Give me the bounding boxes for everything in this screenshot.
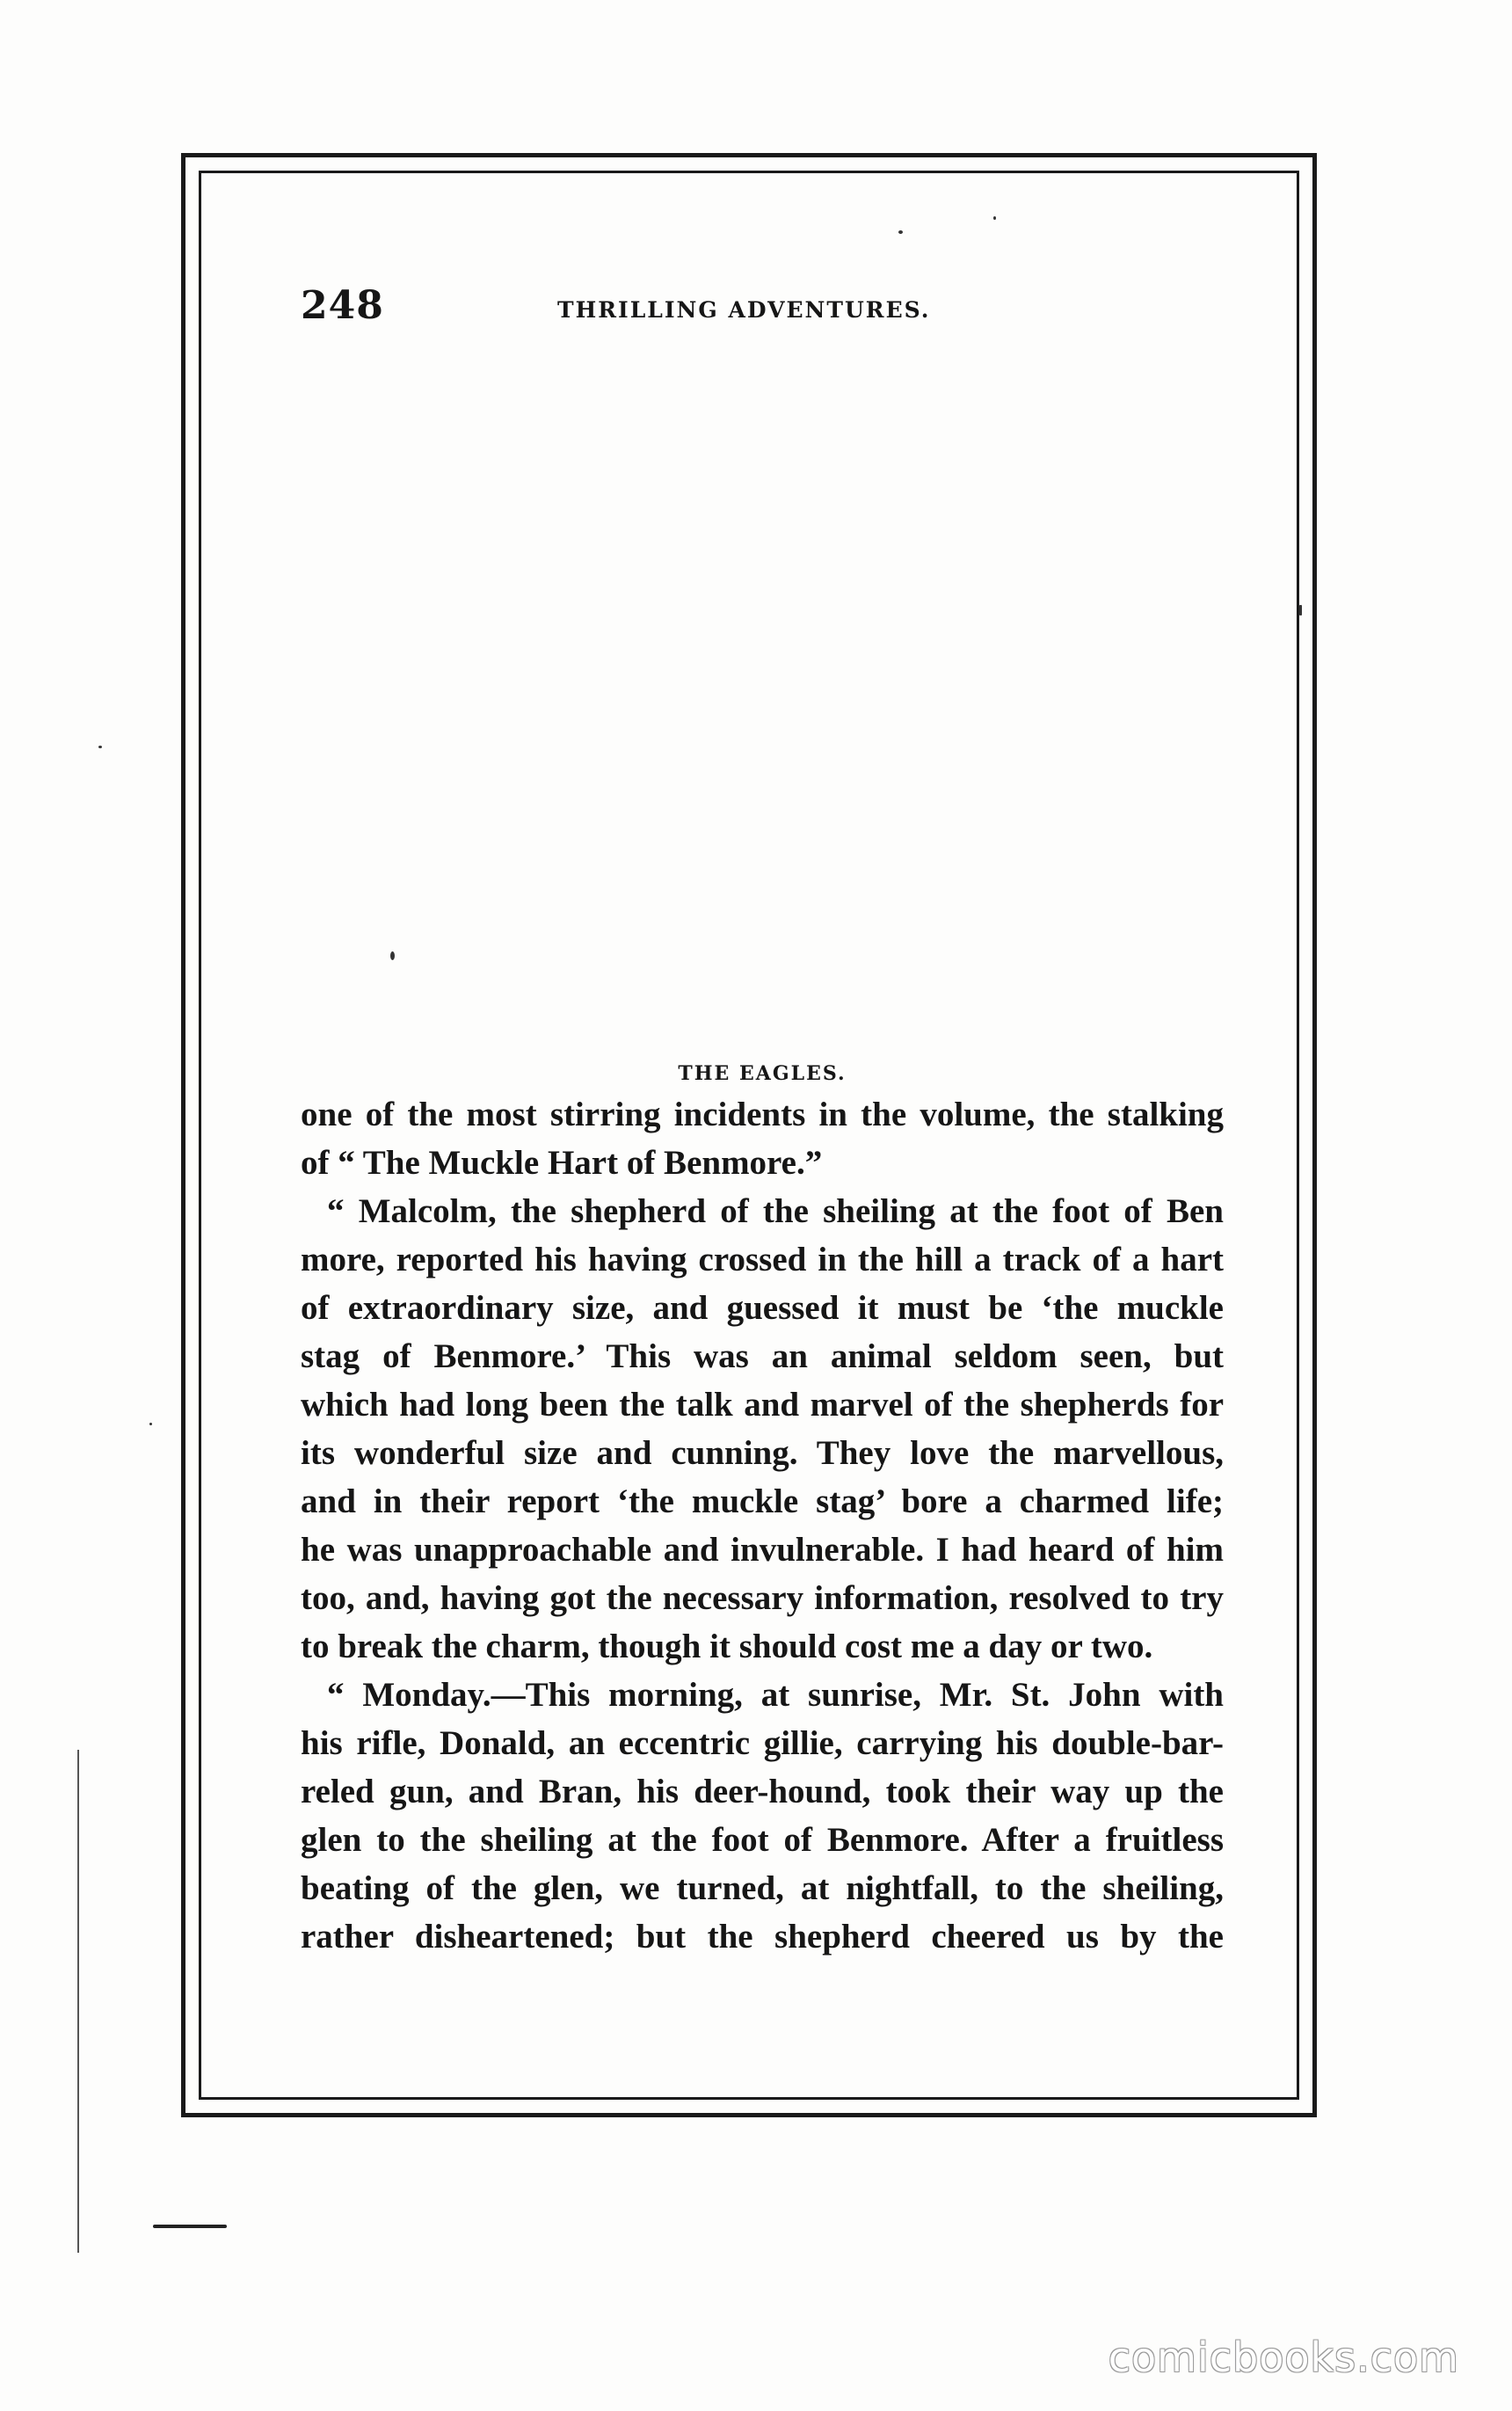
text-line: its wonderful size and cunning. They love the marvellous, — [301, 1434, 1224, 1472]
print-speck — [993, 216, 996, 220]
margin-mark — [153, 2225, 227, 2228]
text-line: he was unapproachable and invulnerable. I had heard of him — [301, 1531, 1224, 1569]
section-heading: THE EAGLES. — [678, 1062, 847, 1085]
text-line: “ Malcolm, the shepherd of the sheiling at the foot of Ben — [327, 1192, 1224, 1230]
text-line: too, and, having got the necessary information, resolved to try — [301, 1579, 1224, 1617]
text-line: and in their report ‘the muckle stag’ bore a charmed life; — [301, 1482, 1224, 1520]
text-line: to break the charm, though it should cost me a day or two. — [301, 1628, 1153, 1665]
print-speck — [1299, 605, 1302, 615]
text-line: rather disheartened; but the shepherd cheered us by the — [301, 1918, 1224, 1956]
page-number: 248 — [301, 283, 384, 328]
text-line: more, reported his having crossed in the hill a track of a hart — [301, 1241, 1224, 1278]
text-line: one of the most stirring incidents in the volume, the stalking — [301, 1096, 1224, 1133]
print-speck — [390, 951, 395, 960]
print-speck — [149, 1423, 152, 1425]
text-line: which had long been the talk and marvel of the shepherds for — [301, 1386, 1224, 1424]
margin-line — [77, 1750, 79, 2253]
text-line: “ Monday.—This morning, at sunrise, Mr. St. John with — [327, 1676, 1224, 1714]
watermark: comicbooks.com — [1108, 2334, 1459, 2381]
print-speck — [98, 746, 102, 748]
text-line: reled gun, and Bran, his deer-hound, took their way up the — [301, 1773, 1224, 1810]
body-text — [301, 1090, 1224, 1961]
text-line: beating of the glen, we turned, at nightfall, to the sheiling, — [301, 1869, 1224, 1907]
text-line: stag of Benmore.’ This was an animal seldom seen, but — [301, 1337, 1224, 1375]
text-line: his rifle, Donald, an eccentric gillie, carrying his double-bar- — [301, 1724, 1224, 1762]
running-title: THRILLING ADVENTURES. — [557, 297, 931, 323]
text-line: of “ The Muckle Hart of Benmore.” — [301, 1144, 823, 1182]
print-speck — [898, 230, 903, 234]
text-line: glen to the sheiling at the foot of Benmore. After a fruitless — [301, 1821, 1224, 1859]
text-line: of extraordinary size, and guessed it must be ‘the muckle — [301, 1289, 1224, 1327]
